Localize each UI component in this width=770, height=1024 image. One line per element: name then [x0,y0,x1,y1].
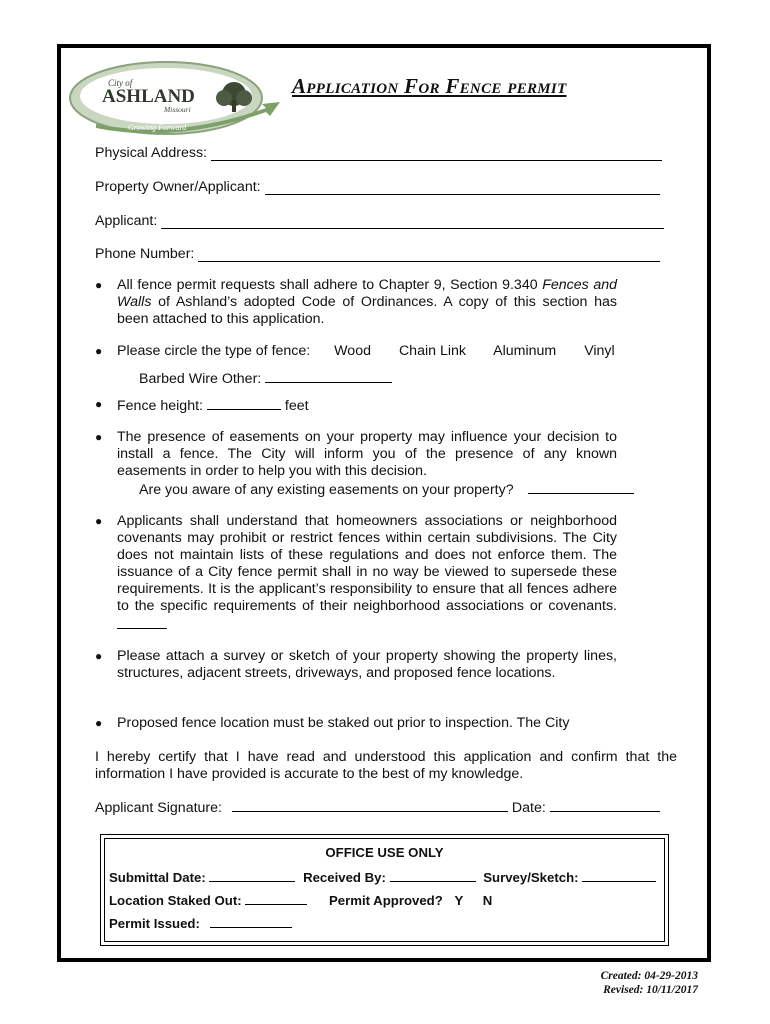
certification-text: I hereby certify that I have read and understood this application and confirm that the information I have provided is accurate to the best of my knowledge. [95,749,677,782]
fence-type-barbed-wire[interactable]: Barbed Wire [139,371,218,387]
logo-state: Missouri [164,105,191,114]
property-owner-line[interactable] [265,180,660,195]
fence-height-label: Fence height: [117,398,203,414]
fence-type-chain-link[interactable]: Chain Link [398,343,466,359]
b1-italic: Fences and Walls [117,277,617,310]
bullet-survey [95,648,617,682]
issued-label: Permit Issued: [109,916,200,931]
bullet-icon: ● [95,397,103,411]
easements-question: Are you aware of any existing easements on your property? [139,482,514,498]
city-logo [66,58,282,138]
physical-address-line[interactable] [211,146,662,161]
applicant-field[interactable] [95,213,664,229]
phone-field[interactable] [95,246,660,262]
bullet-icon: ● [95,514,103,528]
covenants-initial-line[interactable] [117,615,167,629]
b1-pre: All fence permit requests shall adhere to Chapter 9, Section 9.340 [117,277,543,293]
submittal-label: Submittal Date: [109,870,206,885]
fence-type-aluminum[interactable]: Aluminum [493,343,557,359]
page-title: Application For Fence permit [292,74,567,98]
fence-type-label: Please circle the type of fence: [117,343,311,359]
fence-type-row-2 [139,369,392,387]
applicant-line[interactable] [161,214,664,229]
bullet-easements [95,429,617,480]
fence-type-vinyl[interactable]: Vinyl [584,343,615,359]
bullet-icon: ● [95,716,103,730]
created-date: Created: 04-29-2013 [600,970,698,982]
office-use-inner [104,838,665,942]
approved-label: Permit Approved? [328,893,443,908]
logo-name: ASHLAND [102,86,195,107]
survey-line[interactable] [582,868,656,882]
fence-type-row [117,343,639,359]
easements-text: The presence of easements on your property may influence your decision to install a fence. The City will inform you of the presence of any known easements in order to help you with this decision. [117,429,617,479]
survey-label: Survey/Sketch: [483,870,579,885]
logo-tagline: Growing Forward [128,123,187,132]
office-row-3 [109,914,292,931]
approved-no[interactable]: N [482,893,493,908]
office-heading: OFFICE USE ONLY [325,845,444,860]
fence-type-other-label: Other: [221,371,262,387]
date-line[interactable] [550,798,660,812]
office-row-1 [109,868,656,885]
signature-row [95,798,660,816]
logo-city-of: City of [108,78,133,88]
phone-label: Phone Number: [95,246,195,262]
staked-text: Proposed fence location must be staked out prior to inspection. The City [117,715,570,731]
bullet-icon: ● [95,649,103,663]
bullet-fence-height [95,396,617,415]
applicant-label: Applicant: [95,213,158,229]
office-row-2 [109,891,492,908]
survey-text: Please attach a survey or sketch of your property showing the property lines, structures, adjacent streets, driveways, and proposed fence locations. [117,648,617,681]
phone-line[interactable] [198,247,660,262]
approved-yes[interactable]: Y [454,893,464,908]
property-owner-label: Property Owner/Applicant: [95,179,261,195]
revision-footer [601,969,698,997]
received-label: Received By: [303,870,386,885]
received-line[interactable] [390,868,476,882]
physical-address-field[interactable] [95,145,662,161]
bullet-covenants [95,513,617,634]
bullet-icon: ● [95,278,103,292]
easements-answer-line[interactable] [528,480,634,494]
bullet-icon: ● [95,430,103,444]
signature-line[interactable] [232,798,508,812]
bullet-icon: ● [95,344,103,358]
fence-height-line[interactable] [207,396,281,410]
physical-address-label: Physical Address: [95,145,207,161]
bullet-ordinance [95,277,617,328]
submittal-line[interactable] [209,868,295,882]
property-owner-field[interactable] [95,179,660,195]
date-label: Date: [511,800,546,816]
staked-label: Location Staked Out: [109,893,242,908]
fence-height-unit: feet [284,398,309,414]
b1-post: of Ashland’s adopted Code of Ordinances. A copy of this section has been attached to this application. [117,294,617,327]
revised-date: Revised: 10/11/2017 [603,984,698,996]
covenants-text: Applicants shall understand that homeowners associations or neighborhood covenants may prohibit or restrict fences within certain subdivisions. The City does not maintain lists of these regulations and does not enforce them. The issuance of a City fence permit shall in no way be viewed to supersede these requirements. It is the applicant’s responsibility to ensure that all fences adhere to the specific requirements of their neighborhood associations or covenants. [117,513,617,614]
signature-label: Applicant Signature: [95,800,222,816]
bullet-staked [95,715,617,732]
fence-type-other-line[interactable] [265,369,392,383]
staked-line[interactable] [245,891,307,905]
easements-question-row [139,480,634,498]
fence-type-wood[interactable]: Wood [334,343,371,359]
issued-line[interactable] [210,914,292,928]
